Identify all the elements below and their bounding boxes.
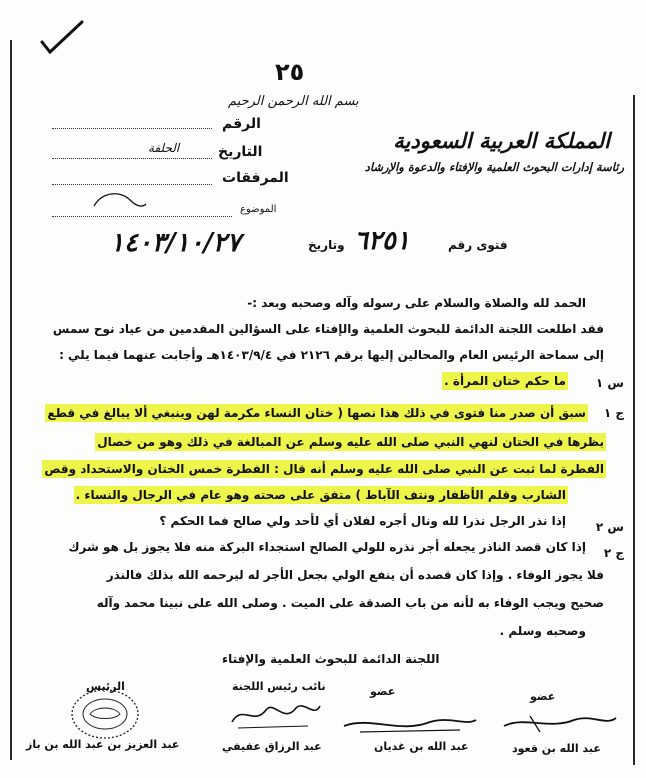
signatory-4-role: عضو bbox=[530, 690, 556, 703]
number-label: الرقم bbox=[222, 116, 261, 132]
attachments-value-line bbox=[52, 184, 212, 185]
signatory-3-role: عضو bbox=[370, 685, 396, 698]
fatwa-number: ٦٢٥١ bbox=[354, 226, 410, 256]
question-1 bbox=[444, 374, 566, 388]
answer-2-line-1: إذا كان قصد الناذر يجعله أجر نذره للولي الصالح استجداء البركة منه فلا يجوز بل هو شرك bbox=[68, 540, 586, 554]
date-value: الحلفة bbox=[148, 141, 180, 155]
committee-title: اللجنة الدائمة للبحوث العلمية والإفتاء bbox=[222, 652, 440, 666]
signatory-2-role: نائب رئيس اللجنة bbox=[232, 680, 326, 693]
answer-2-line-2: فلا يجوز الوفاء . وإذا كان قصده أن ينفع الولي بجعل الأجر له ليرحمه الله بذلك فالنذر bbox=[106, 568, 604, 582]
subject-value-line bbox=[52, 216, 232, 217]
signature-2 bbox=[228, 696, 324, 736]
answer-1-label: ج ١ bbox=[603, 406, 624, 420]
date-label: التاريخ bbox=[218, 144, 263, 160]
greeting: الحمد لله والصلاة والسلام على رسوله وآله وصحبه وبعد :- bbox=[247, 296, 586, 310]
signatory-4-name: عبد الله بن قعود bbox=[512, 742, 601, 755]
intro-line-1: فقد اطلعت اللجنة الدائمة للبحوث العلمية والإفتاء على السؤالين المقدمين من عياد نوح سمس bbox=[52, 322, 604, 336]
ink-scribble bbox=[90, 186, 150, 216]
letterhead-kingdom: المملكة العربية السعودية bbox=[393, 128, 610, 153]
answer-1-line-3 bbox=[44, 462, 604, 476]
signature-3 bbox=[340, 712, 480, 738]
closing: وصحبه وسلم . bbox=[499, 624, 586, 638]
answer-1-line-1 bbox=[47, 406, 586, 420]
official-seal bbox=[68, 686, 142, 742]
signature-4 bbox=[500, 710, 620, 736]
answer-2-label: ج ٢ bbox=[603, 546, 624, 560]
answer-1-line-2-text: بظرها في الختان لنهي النبي صلى الله عليه وسلم عن المبالغة في ذلك وهو من خصال bbox=[97, 435, 604, 449]
basmala: بسم الله الرحمن الرحيم bbox=[228, 94, 359, 109]
page-number: ٢٥ bbox=[275, 58, 305, 86]
letterhead-department: رئاسة إدارات البحوث العلمية والإفتاء والدعوة والإرشاد bbox=[364, 160, 624, 174]
fatwa-date-label: وتاريخ bbox=[308, 238, 345, 252]
fatwa-prefix: فتوى رقم bbox=[448, 238, 508, 252]
scan-border-right bbox=[633, 95, 635, 765]
signatory-2-name: عبد الرزاق عفيفي bbox=[222, 740, 322, 753]
answer-1-line-1-text: سبق أن صدر منا فتوى في ذلك هذا نصها ( ختان النساء مكرمة لهن وينبغي ألا يبالغ في قطع bbox=[47, 406, 586, 420]
answer-1-line-2 bbox=[97, 435, 604, 449]
question-1-label: س ١ bbox=[595, 376, 624, 390]
answer-1-line-4-text: الشارب وقلم الأظفار ونتف الآباط ) متفق على صحته وهو عام في الرجال والنساء . bbox=[75, 488, 566, 502]
number-value-line bbox=[52, 128, 212, 129]
attachments-label: المرفقات bbox=[222, 170, 289, 186]
question-2-label: س ٢ bbox=[595, 520, 624, 534]
question-2: إذا نذر الرجل نذرا لله ونال أجره لفلان أي لأحد ولي صالح فما الحكم ؟ bbox=[159, 514, 566, 528]
answer-1-line-4 bbox=[76, 488, 566, 502]
answer-2-line-3: صحيح ويجب الوفاء به لأنه من باب الصدقة على الميت . وصلى الله على نبينا محمد وآله bbox=[96, 596, 604, 610]
answer-1-line-3-text: الفطرة لما ثبت عن النبي صلى الله عليه وسلم أنه قال : الفطرة خمس الختان والاستحداد وقص bbox=[44, 462, 604, 476]
intro-line-2: إلى سماحة الرئيس العام والمحالين إليها برقم ٢١٢٦ في ١٤٠٣/٩/٤هـ وأجابت عنهما فيما يلي : bbox=[59, 348, 604, 362]
scan-border-left bbox=[10, 40, 12, 760]
signatory-1-role: الرئيس bbox=[86, 680, 125, 693]
question-1-text: ما حكم ختان المرأة . bbox=[444, 374, 566, 388]
date-value-line bbox=[52, 158, 212, 159]
fatwa-date: ١٤٠٣/١٠/٢٧ bbox=[110, 228, 241, 258]
check-mark-icon bbox=[38, 18, 86, 58]
subject-label: الموضوع bbox=[240, 204, 277, 215]
signatory-3-name: عبد الله بن غديان bbox=[374, 740, 469, 753]
signatory-1-name: عبد العزيز بن عبد الله بن باز bbox=[26, 738, 180, 751]
